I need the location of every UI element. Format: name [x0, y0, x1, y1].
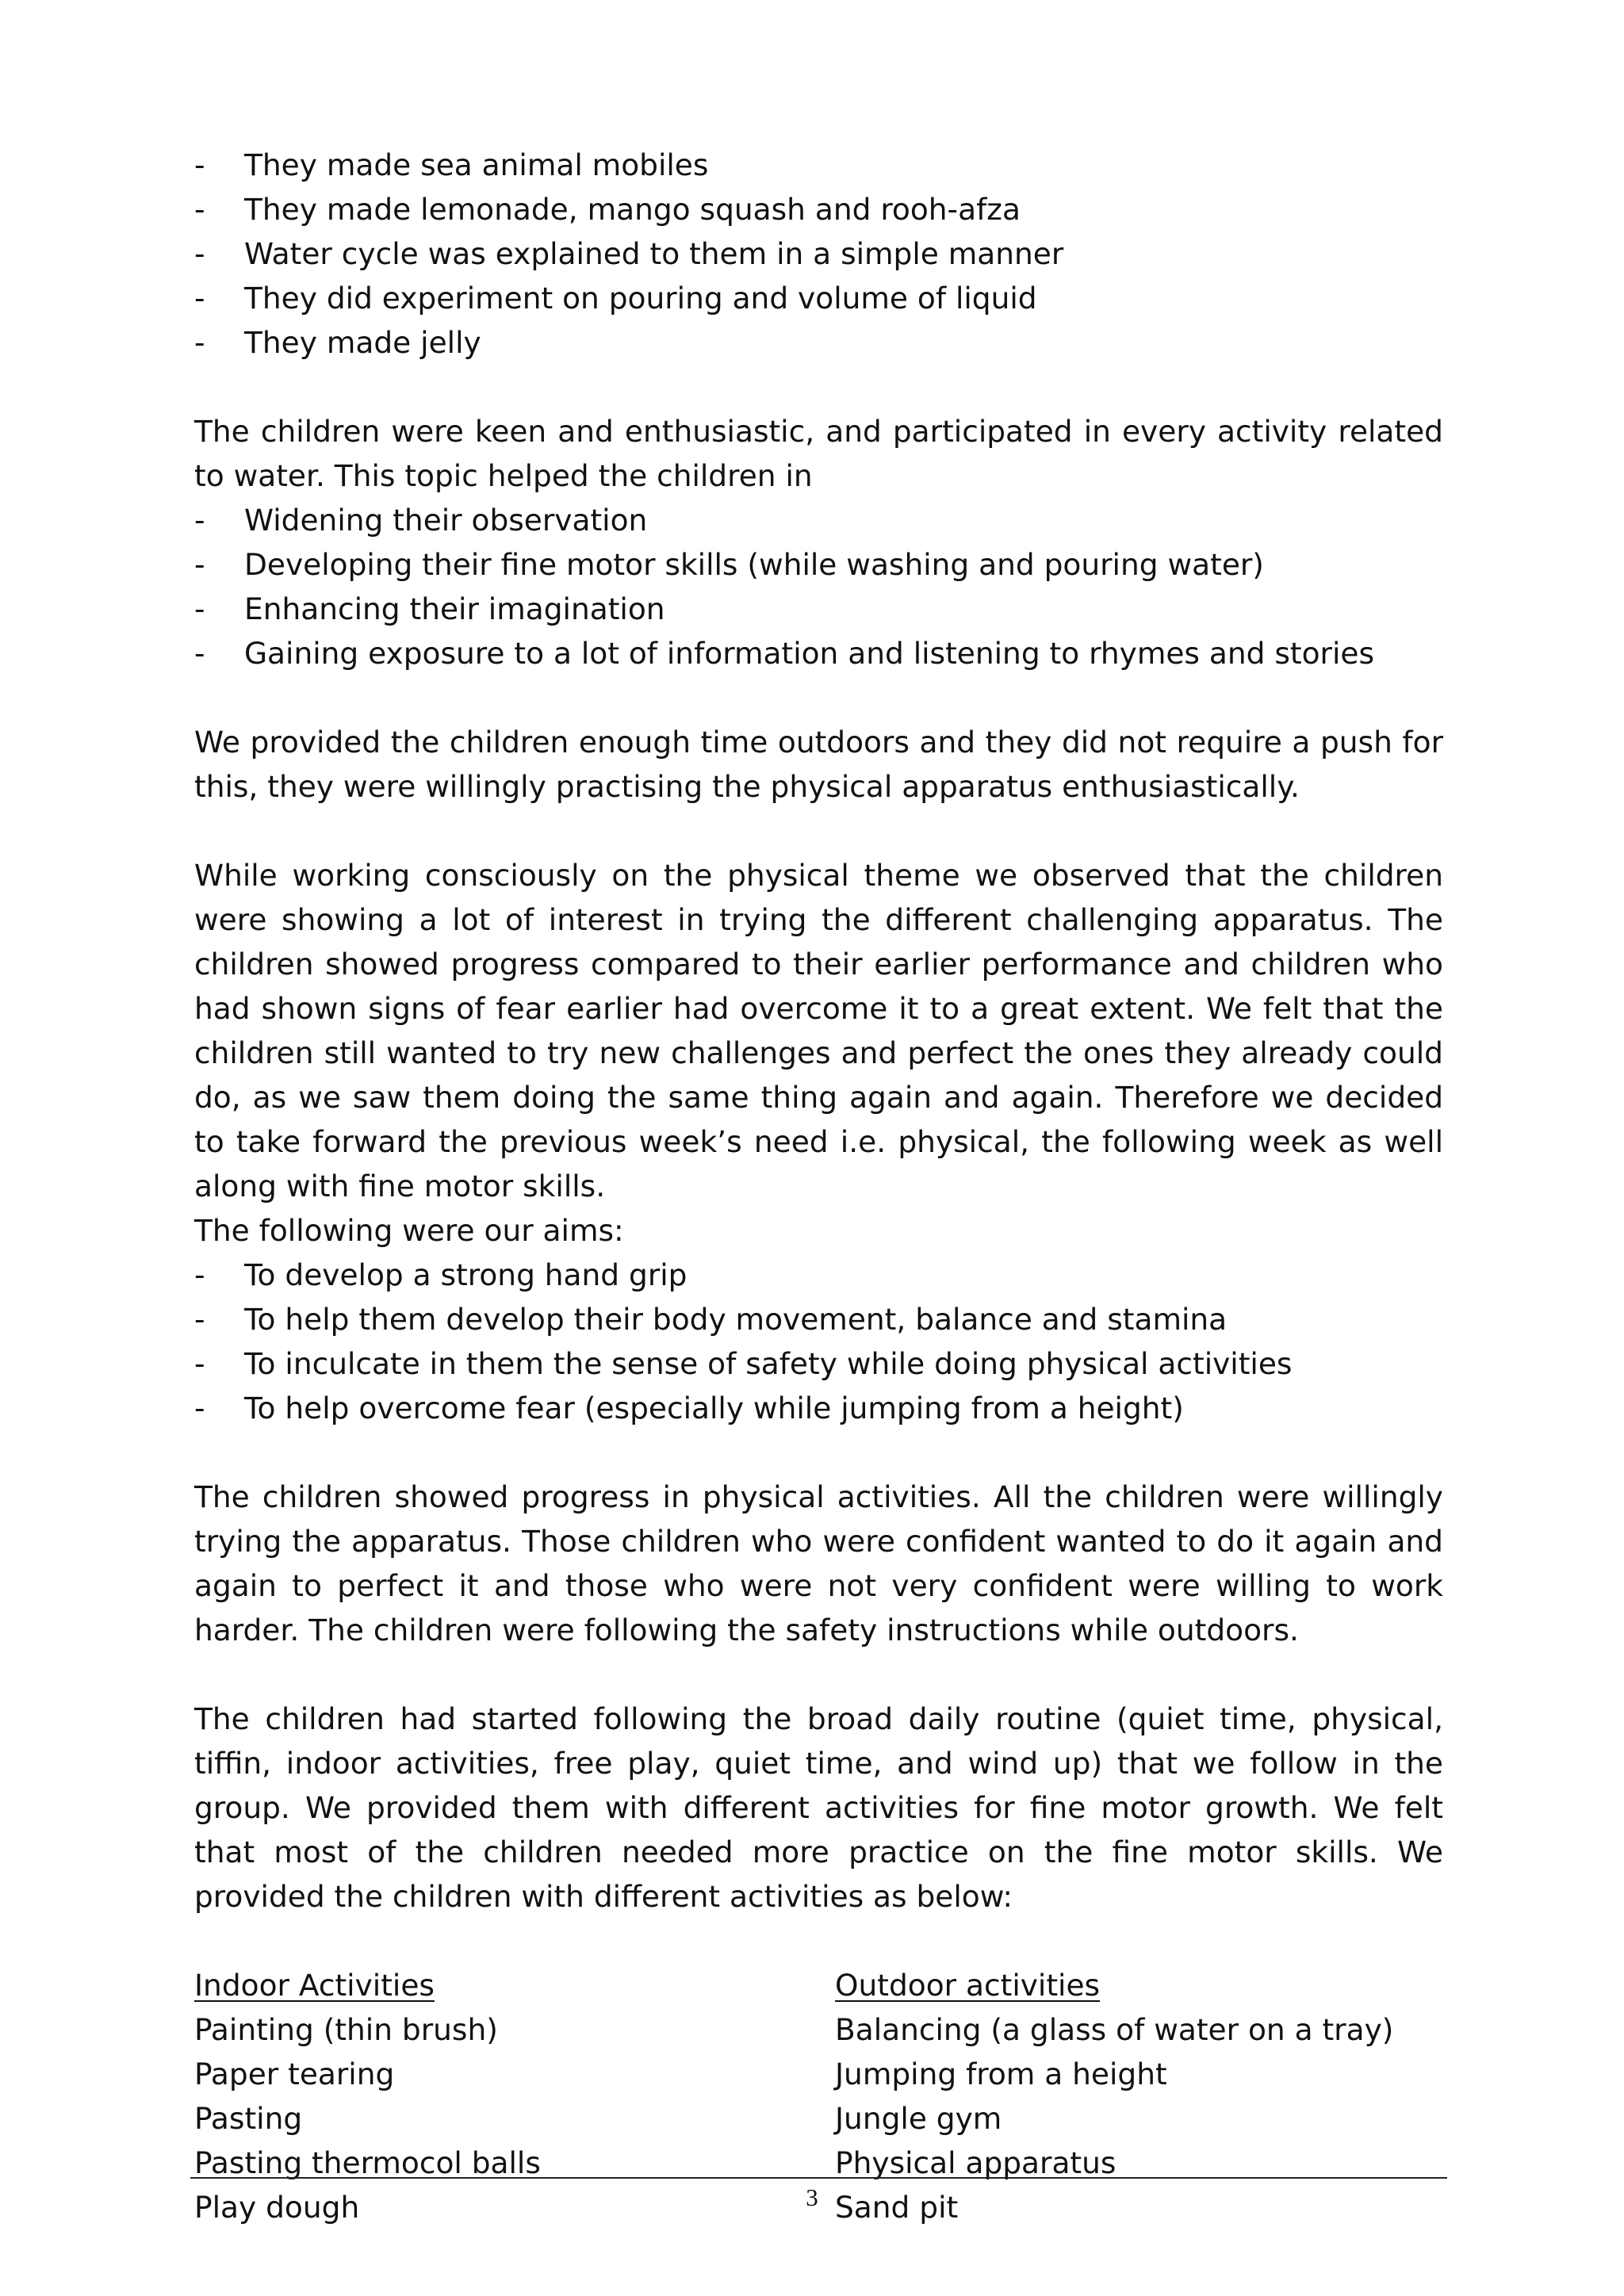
list-item: - Developing their fine motor skills (while washing and pouring water): [194, 547, 1264, 582]
indoor-activity: Painting (thin brush): [194, 2012, 498, 2047]
outdoor-activity: Jungle gym: [835, 2101, 1002, 2136]
list-item: - To develop a strong hand grip: [194, 1257, 688, 1292]
list-item: - They made sea animal mobiles: [194, 147, 709, 182]
list-item: - Widening their observation: [194, 503, 648, 538]
indoor-activity: Paper tearing: [194, 2057, 395, 2091]
list-item: - They made jelly: [194, 325, 481, 360]
outdoor-activity: Physical apparatus: [835, 2145, 1116, 2180]
list-item: - Water cycle was explained to them in a simple manner: [194, 236, 1064, 271]
benefits-list: [194, 498, 1443, 675]
outdoor-activity: Jumping from a height: [835, 2057, 1167, 2091]
footer-divider: [190, 2177, 1447, 2179]
indoor-activity: Pasting thermocol balls: [194, 2145, 541, 2180]
outdoor-activity: Balancing (a glass of water on a tray): [835, 2012, 1394, 2047]
indoor-activities-header: Indoor Activities: [194, 1968, 435, 2003]
list-item: - Gaining exposure to a lot of information and listening to rhymes and stories: [194, 636, 1374, 671]
intro-activity-list: [194, 143, 1443, 365]
paragraph-water-topic: The children were keen and enthusiastic, and participated in every activity related to water. This topic helped the children in: [194, 414, 1443, 493]
outdoor-activity: Sand pit: [835, 2190, 959, 2225]
indoor-activity: Pasting: [194, 2101, 303, 2136]
paragraph-physical-theme: While working consciously on the physical theme we observed that the children were showing a lot of interest in trying the different challenging apparatus. The children showed progress compared to their earlier performance and children who had shown signs of fear earlier had overcome it to a great extent. We felt that the children still wanted to try new challenges and perfect the ones they already could do, as we saw them doing the same thing again and again. Therefore we decided to take forward the previous week’s need i.e. physical, the following week as well along with fine motor skills.: [194, 858, 1443, 1203]
page-body: [194, 143, 1443, 2229]
list-item: - To help overcome fear (especially while jumping from a height): [194, 1391, 1184, 1425]
paragraph-outdoors: We provided the children enough time outdoors and they did not require a push for this, they were willingly practising the physical apparatus enthusiastically.: [194, 725, 1443, 804]
list-item: - To inculcate in them the sense of safety while doing physical activities: [194, 1346, 1293, 1381]
page-number: 3: [806, 2183, 818, 2211]
aims-intro: The following were our aims:: [194, 1213, 624, 1248]
list-item: - They made lemonade, mango squash and rooh-afza: [194, 192, 1021, 227]
list-item: - Enhancing their imagination: [194, 591, 665, 626]
paragraph-progress: The children showed progress in physical activities. All the children were willingly trying the apparatus. Those children who were confident wanted to do it again and again to perfect it and those who were not very confident were willing to work harder. The children were following the safety instructions while outdoors.: [194, 1479, 1443, 1647]
list-item: - To help them develop their body movement, balance and stamina: [194, 1302, 1228, 1337]
aims-list: [194, 1253, 1443, 1430]
outdoor-activities-header: Outdoor activities: [835, 1968, 1101, 2003]
indoor-activity: Play dough: [194, 2190, 360, 2225]
list-item: - They did experiment on pouring and volume of liquid: [194, 281, 1037, 316]
paragraph-daily-routine: The children had started following the broad daily routine (quiet time, physical, tiffin, indoor activities, free play, quiet time, and wind up) that we follow in the group. We provided them with different activities for fine motor growth. We felt that most of the children needed more practice on the fine motor skills. We provided the children with different activities as below:: [194, 1701, 1443, 1914]
